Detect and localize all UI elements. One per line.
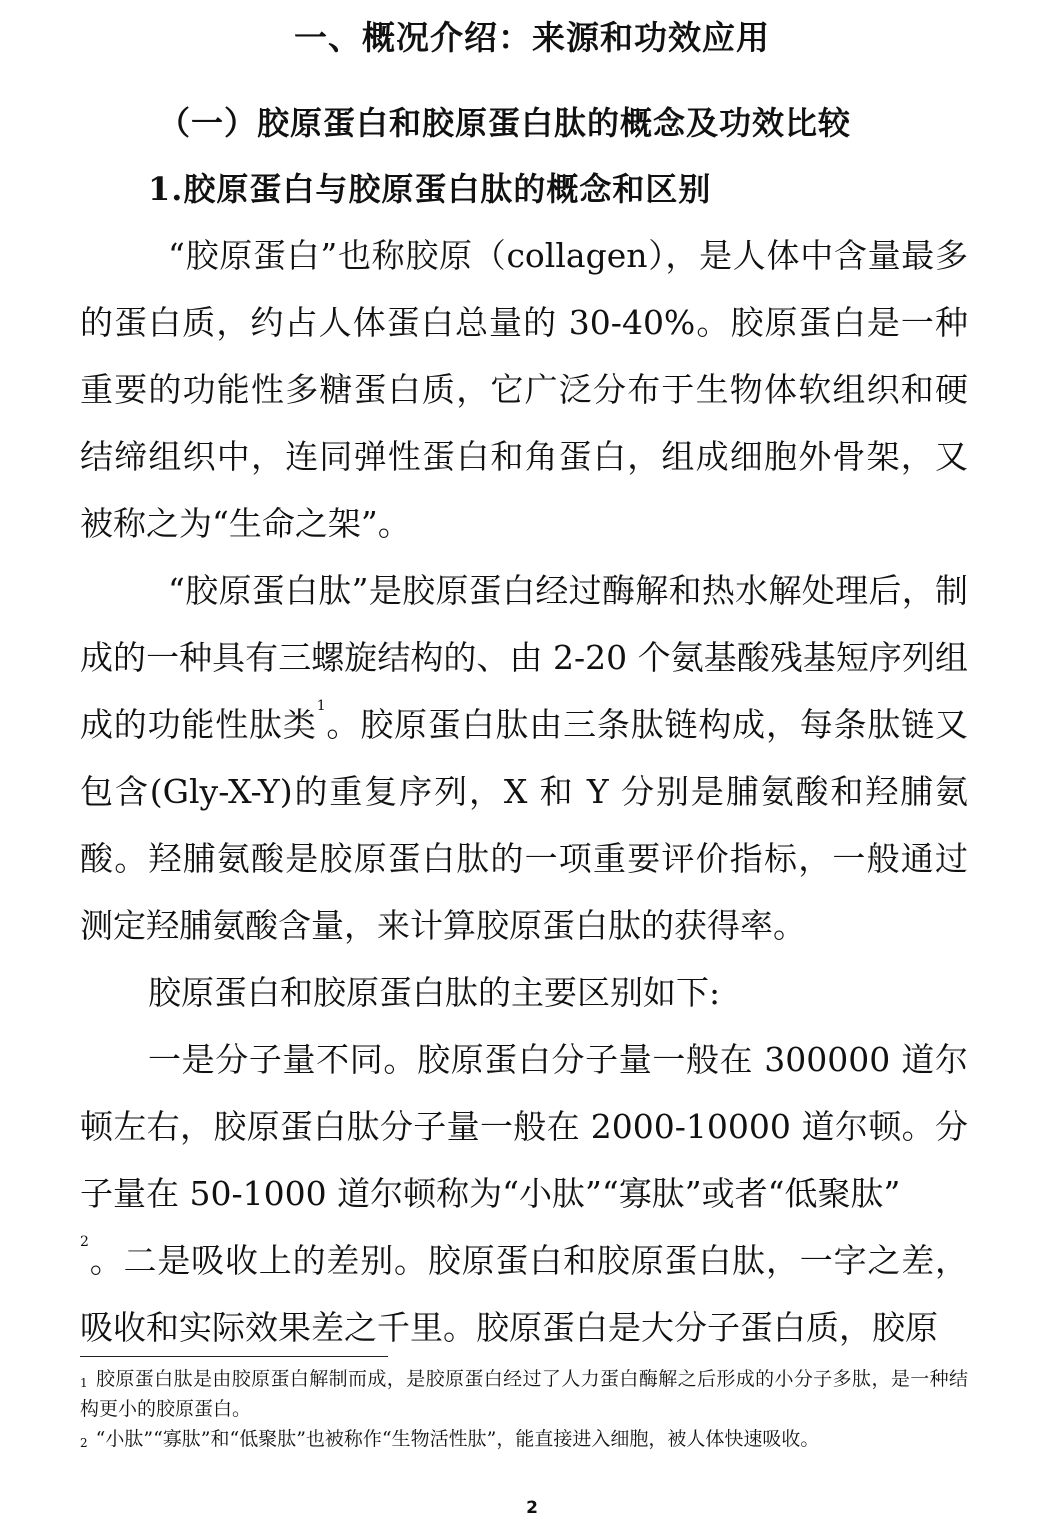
footnote-mark: 1 [80,1376,88,1390]
subsubsection-heading: 1.胶原蛋白与胶原蛋白肽的概念和区别 [148,170,712,208]
paragraph-text: 。二是吸收上的差别。胶原蛋白和胶原蛋白肽，一字之差，吸收和实际效果差之千里。胶原蛋白是大分子蛋白质，胶原 [80,1241,968,1347]
page-number: 2 [526,1498,538,1518]
footnote-text: “小肽”“寡肽”和“低聚肽”也被称作“生物活性肽”，能直接进入细胞，被人体快速吸收。 [95,1428,820,1450]
footnote-text: 胶原蛋白肽是由胶原蛋白解制而成，是胶原蛋白经过了人力蛋白酶解之后形成的小分子多肽，是一种结构更小的胶原蛋白。 [80,1368,968,1420]
footnote-item [80,1364,968,1424]
paragraph-differences-intro: 胶原蛋白和胶原蛋白肽的主要区别如下: [148,973,721,1012]
footnote-mark: 2 [80,1436,88,1450]
paragraph-differences [80,1026,968,1361]
subsection-heading: （一）胶原蛋白和胶原蛋白肽的概念及功效比较 [158,104,852,142]
paragraph-collagen-peptide-definition [80,557,968,959]
footnote-reference-2[interactable]: 2 [80,1234,89,1250]
footnote-reference-1[interactable]: 1 [316,698,326,714]
section-heading: 一、概况介绍：来源和功效应用 [294,18,770,57]
paragraph-text: 一是分子量不同。胶原蛋白分子量一般在 300000 道尔顿左右，胶原蛋白肽分子量一般在 2000-10000 道尔顿。分子量在 50-1000 道尔顿称为“小肽”“寡肽”或者“低聚肽” [80,1040,968,1213]
footnote-item [80,1424,968,1454]
paragraph-text: 。胶原蛋白肽由三条肽链构成，每条肽链又包含(Gly-X-Y)的重复序列，X 和 Y 分别是脯氨酸和羟脯氨酸。羟脯氨酸是胶原蛋白肽的一项重要评价指标，一般通过测定羟脯氨酸含量，来计算胶原蛋白肽的获得率。 [80,705,969,945]
paragraph-text: “胶原蛋白肽”是胶原蛋白经过酶解和热水解处理后，制成的一种具有三螺旋结构的、由 2-20 个氨基酸残基短序列组成的功能性肽类 [80,571,968,744]
paragraph-collagen-definition: “胶原蛋白”也称胶原（collagen），是人体中含量最多的蛋白质，约占人体蛋白总量的 30-40%。胶原蛋白是一种重要的功能性多糖蛋白质，它广泛分布于生物体软组织和硬结缔组织中，连同弹性蛋白和角蛋白，组成细胞外骨架，又被称之为“生命之架”。 [80,236,968,543]
footnotes [80,1364,968,1454]
footnote-divider [80,1356,388,1357]
